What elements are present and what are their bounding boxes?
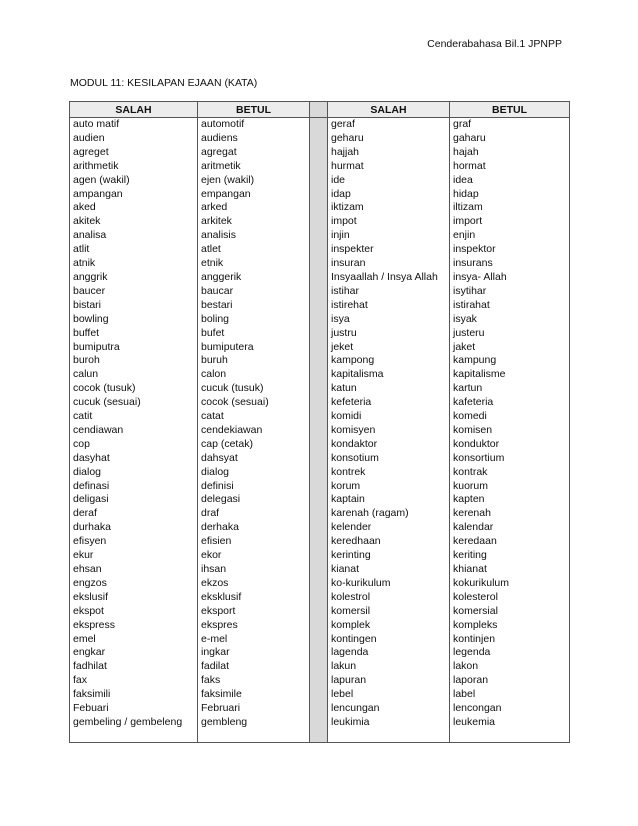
table-row <box>70 702 570 716</box>
separator-cell <box>310 410 328 424</box>
salah-cell: audien <box>70 132 198 146</box>
separator-cell <box>310 215 328 229</box>
salah-cell: ide <box>328 174 450 188</box>
salah-cell: cendiawan <box>70 424 198 438</box>
table-row <box>70 160 570 174</box>
salah-cell: komplek <box>328 619 450 633</box>
table-row <box>70 466 570 480</box>
salah-cell: komersil <box>328 605 450 619</box>
salah-cell: istihar <box>328 285 450 299</box>
salah-cell: baucer <box>70 285 198 299</box>
salah-cell: fadhilat <box>70 660 198 674</box>
salah-cell: dasyhat <box>70 452 198 466</box>
betul-cell: draf <box>198 507 310 521</box>
betul-cell: analisis <box>198 229 310 243</box>
betul-cell: kuorum <box>450 480 570 494</box>
salah-cell: emel <box>70 633 198 647</box>
salah-cell: isya <box>328 313 450 327</box>
salah-cell: deligasi <box>70 493 198 507</box>
table-row <box>70 327 570 341</box>
salah-cell: efisyen <box>70 535 198 549</box>
salah-cell: justru <box>328 327 450 341</box>
column-separator <box>310 102 328 118</box>
salah-cell: kelender <box>328 521 450 535</box>
betul-cell: arkitek <box>198 215 310 229</box>
salah-cell: akitek <box>70 215 198 229</box>
table-row <box>70 619 570 633</box>
betul-cell: jaket <box>450 341 570 355</box>
betul-cell: hidap <box>450 188 570 202</box>
salah-cell: cop <box>70 438 198 452</box>
table-row <box>70 438 570 452</box>
salah-cell: geharu <box>328 132 450 146</box>
salah-cell: arithmetik <box>70 160 198 174</box>
salah-cell: bowling <box>70 313 198 327</box>
separator-cell <box>310 688 328 702</box>
betul-cell: calon <box>198 368 310 382</box>
salah-cell: dialog <box>70 466 198 480</box>
betul-cell: kartun <box>450 382 570 396</box>
salah-cell: kontingen <box>328 633 450 647</box>
salah-cell: bistari <box>70 299 198 313</box>
salah-cell: engkar <box>70 646 198 660</box>
table-row <box>70 646 570 660</box>
betul-cell: label <box>450 688 570 702</box>
betul-cell: bestari <box>198 299 310 313</box>
betul-cell: insurans <box>450 257 570 271</box>
salah-cell: idap <box>328 188 450 202</box>
separator-cell <box>310 424 328 438</box>
salah-cell: jeket <box>328 341 450 355</box>
betul-cell: baucar <box>198 285 310 299</box>
salah-cell: engzos <box>70 577 198 591</box>
betul-cell: kokurikulum <box>450 577 570 591</box>
salah-cell: korum <box>328 480 450 494</box>
salah-cell: katun <box>328 382 450 396</box>
salah-cell: cocok (tusuk) <box>70 382 198 396</box>
separator-cell <box>310 382 328 396</box>
salah-cell: impot <box>328 215 450 229</box>
table-row <box>70 507 570 521</box>
table-row <box>70 132 570 146</box>
salah-cell: kondaktor <box>328 438 450 452</box>
betul-cell: kolesterol <box>450 591 570 605</box>
salah-cell: hurmat <box>328 160 450 174</box>
betul-cell: ekzos <box>198 577 310 591</box>
table-row <box>70 688 570 702</box>
table-row <box>70 660 570 674</box>
page-header: Cenderabahasa Bil.1 JPNPP <box>427 38 562 50</box>
betul-cell: kafeteria <box>450 396 570 410</box>
betul-cell: khianat <box>450 563 570 577</box>
betul-cell: eksport <box>198 605 310 619</box>
betul-cell: ekor <box>198 549 310 563</box>
table-row <box>70 674 570 688</box>
salah-cell: atnik <box>70 257 198 271</box>
betul-cell: faksimile <box>198 688 310 702</box>
betul-cell: inspektor <box>450 243 570 257</box>
table-row <box>70 285 570 299</box>
separator-cell <box>310 341 328 355</box>
salah-cell: karenah (ragam) <box>328 507 450 521</box>
table-row <box>70 493 570 507</box>
betul-cell: graf <box>450 118 570 132</box>
table-row <box>70 299 570 313</box>
salah-cell: Insyaallah / Insya Allah <box>328 271 450 285</box>
table-row <box>70 243 570 257</box>
separator-cell <box>310 633 328 647</box>
betul-cell: efisien <box>198 535 310 549</box>
salah-cell: kaptain <box>328 493 450 507</box>
salah-cell: insuran <box>328 257 450 271</box>
salah-cell: kianat <box>328 563 450 577</box>
salah-cell: leukimia <box>328 716 450 743</box>
table-row <box>70 118 570 132</box>
salah-cell: buffet <box>70 327 198 341</box>
salah-cell: analisa <box>70 229 198 243</box>
separator-cell <box>310 521 328 535</box>
separator-cell <box>310 716 328 743</box>
header-betul-right: BETUL <box>450 102 570 118</box>
betul-cell: kontrak <box>450 466 570 480</box>
salah-cell: deraf <box>70 507 198 521</box>
table-header-row <box>70 102 570 118</box>
betul-cell: kapten <box>450 493 570 507</box>
salah-cell: agreget <box>70 146 198 160</box>
salah-cell: faksimili <box>70 688 198 702</box>
betul-cell: eksklusif <box>198 591 310 605</box>
betul-cell: istirahat <box>450 299 570 313</box>
salah-cell: kontrek <box>328 466 450 480</box>
betul-cell: keriting <box>450 549 570 563</box>
salah-cell: ehsan <box>70 563 198 577</box>
betul-cell: cocok (sesuai) <box>198 396 310 410</box>
separator-cell <box>310 702 328 716</box>
separator-cell <box>310 271 328 285</box>
separator-cell <box>310 368 328 382</box>
table-row <box>70 257 570 271</box>
separator-cell <box>310 452 328 466</box>
salah-cell: ekslusif <box>70 591 198 605</box>
betul-cell: kontinjen <box>450 633 570 647</box>
betul-cell: ingkar <box>198 646 310 660</box>
betul-cell: boling <box>198 313 310 327</box>
betul-cell: buruh <box>198 354 310 368</box>
separator-cell <box>310 619 328 633</box>
salah-cell: lebel <box>328 688 450 702</box>
salah-cell: atlit <box>70 243 198 257</box>
table-row <box>70 633 570 647</box>
table-row <box>70 535 570 549</box>
betul-cell: cap (cetak) <box>198 438 310 452</box>
salah-cell: Febuari <box>70 702 198 716</box>
betul-cell: dialog <box>198 466 310 480</box>
salah-cell: konsotium <box>328 452 450 466</box>
betul-cell: definisi <box>198 480 310 494</box>
separator-cell <box>310 243 328 257</box>
betul-cell: ihsan <box>198 563 310 577</box>
table-row <box>70 341 570 355</box>
betul-cell: insya- Allah <box>450 271 570 285</box>
betul-cell: gembleng <box>198 716 310 743</box>
salah-cell: kampong <box>328 354 450 368</box>
salah-cell: definasi <box>70 480 198 494</box>
separator-cell <box>310 313 328 327</box>
separator-cell <box>310 285 328 299</box>
table-row <box>70 271 570 285</box>
table-row <box>70 146 570 160</box>
salah-cell: cucuk (sesuai) <box>70 396 198 410</box>
table-row <box>70 480 570 494</box>
salah-cell: ko-kurikulum <box>328 577 450 591</box>
betul-cell: lakon <box>450 660 570 674</box>
betul-cell: isyak <box>450 313 570 327</box>
betul-cell: konduktor <box>450 438 570 452</box>
salah-cell: catit <box>70 410 198 424</box>
betul-cell: faks <box>198 674 310 688</box>
betul-cell: lencongan <box>450 702 570 716</box>
betul-cell: komisen <box>450 424 570 438</box>
separator-cell <box>310 438 328 452</box>
separator-cell <box>310 591 328 605</box>
betul-cell: arked <box>198 201 310 215</box>
betul-cell: komedi <box>450 410 570 424</box>
separator-cell <box>310 188 328 202</box>
separator-cell <box>310 327 328 341</box>
separator-cell <box>310 174 328 188</box>
salah-cell: istirehat <box>328 299 450 313</box>
salah-cell: aked <box>70 201 198 215</box>
table-row <box>70 424 570 438</box>
header-betul-left: BETUL <box>198 102 310 118</box>
salah-cell: kapitalisma <box>328 368 450 382</box>
betul-cell: import <box>450 215 570 229</box>
separator-cell <box>310 201 328 215</box>
salah-cell: agen (wakil) <box>70 174 198 188</box>
separator-cell <box>310 132 328 146</box>
salah-cell: kolestrol <box>328 591 450 605</box>
table-row <box>70 521 570 535</box>
separator-cell <box>310 480 328 494</box>
salah-cell: hajjah <box>328 146 450 160</box>
betul-cell: kapitalisme <box>450 368 570 382</box>
table-row <box>70 591 570 605</box>
spelling-table <box>69 101 570 743</box>
salah-cell: ekur <box>70 549 198 563</box>
salah-cell: inspekter <box>328 243 450 257</box>
salah-cell: lapuran <box>328 674 450 688</box>
betul-cell: kompleks <box>450 619 570 633</box>
separator-cell <box>310 493 328 507</box>
betul-cell: isytihar <box>450 285 570 299</box>
table-row <box>70 215 570 229</box>
betul-cell: kerenah <box>450 507 570 521</box>
salah-cell: komisyen <box>328 424 450 438</box>
salah-cell: buroh <box>70 354 198 368</box>
betul-cell: idea <box>450 174 570 188</box>
separator-cell <box>310 160 328 174</box>
salah-cell: gembeling / gembeleng <box>70 716 198 743</box>
salah-cell: fax <box>70 674 198 688</box>
betul-cell: hajah <box>450 146 570 160</box>
betul-cell: etnik <box>198 257 310 271</box>
table-row <box>70 410 570 424</box>
salah-cell: injin <box>328 229 450 243</box>
separator-cell <box>310 118 328 132</box>
separator-cell <box>310 146 328 160</box>
salah-cell: durhaka <box>70 521 198 535</box>
betul-cell: catat <box>198 410 310 424</box>
salah-cell: anggrik <box>70 271 198 285</box>
betul-cell: Februari <box>198 702 310 716</box>
separator-cell <box>310 535 328 549</box>
table-row <box>70 368 570 382</box>
table-row <box>70 605 570 619</box>
betul-cell: legenda <box>450 646 570 660</box>
separator-cell <box>310 563 328 577</box>
salah-cell: ekspress <box>70 619 198 633</box>
table-row <box>70 354 570 368</box>
salah-cell: kefeteria <box>328 396 450 410</box>
betul-cell: hormat <box>450 160 570 174</box>
betul-cell: enjin <box>450 229 570 243</box>
betul-cell: cucuk (tusuk) <box>198 382 310 396</box>
betul-cell: derhaka <box>198 521 310 535</box>
betul-cell: anggerik <box>198 271 310 285</box>
table-row <box>70 452 570 466</box>
separator-cell <box>310 299 328 313</box>
salah-cell: calun <box>70 368 198 382</box>
betul-cell: audiens <box>198 132 310 146</box>
separator-cell <box>310 466 328 480</box>
table-row <box>70 188 570 202</box>
header-salah-right: SALAH <box>328 102 450 118</box>
betul-cell: atlet <box>198 243 310 257</box>
betul-cell: e-mel <box>198 633 310 647</box>
table-row <box>70 549 570 563</box>
separator-cell <box>310 605 328 619</box>
table-row <box>70 382 570 396</box>
betul-cell: aritmetik <box>198 160 310 174</box>
table-row <box>70 174 570 188</box>
betul-cell: laporan <box>450 674 570 688</box>
table-row <box>70 563 570 577</box>
table-row <box>70 201 570 215</box>
betul-cell: justeru <box>450 327 570 341</box>
separator-cell <box>310 660 328 674</box>
salah-cell: geraf <box>328 118 450 132</box>
betul-cell: ejen (wakil) <box>198 174 310 188</box>
salah-cell: iktizam <box>328 201 450 215</box>
salah-cell: ekspot <box>70 605 198 619</box>
betul-cell: keredaan <box>450 535 570 549</box>
header-salah-left: SALAH <box>70 102 198 118</box>
betul-cell: konsortium <box>450 452 570 466</box>
betul-cell: kalendar <box>450 521 570 535</box>
separator-cell <box>310 354 328 368</box>
betul-cell: dahsyat <box>198 452 310 466</box>
separator-cell <box>310 229 328 243</box>
betul-cell: fadilat <box>198 660 310 674</box>
separator-cell <box>310 646 328 660</box>
betul-cell: cendekiawan <box>198 424 310 438</box>
betul-cell: agregat <box>198 146 310 160</box>
betul-cell: automotif <box>198 118 310 132</box>
separator-cell <box>310 549 328 563</box>
salah-cell: bumiputra <box>70 341 198 355</box>
betul-cell: bufet <box>198 327 310 341</box>
salah-cell: auto matif <box>70 118 198 132</box>
salah-cell: kerinting <box>328 549 450 563</box>
salah-cell: komidi <box>328 410 450 424</box>
table-row <box>70 229 570 243</box>
separator-cell <box>310 507 328 521</box>
salah-cell: lencungan <box>328 702 450 716</box>
betul-cell: komersial <box>450 605 570 619</box>
separator-cell <box>310 396 328 410</box>
betul-cell: kampung <box>450 354 570 368</box>
betul-cell: iltizam <box>450 201 570 215</box>
table-row <box>70 577 570 591</box>
salah-cell: lagenda <box>328 646 450 660</box>
betul-cell: empangan <box>198 188 310 202</box>
table-row <box>70 716 570 743</box>
salah-cell: keredhaan <box>328 535 450 549</box>
betul-cell: gaharu <box>450 132 570 146</box>
betul-cell: delegasi <box>198 493 310 507</box>
separator-cell <box>310 257 328 271</box>
separator-cell <box>310 674 328 688</box>
betul-cell: ekspres <box>198 619 310 633</box>
salah-cell: ampangan <box>70 188 198 202</box>
betul-cell: bumiputera <box>198 341 310 355</box>
table-row <box>70 396 570 410</box>
separator-cell <box>310 577 328 591</box>
salah-cell: lakun <box>328 660 450 674</box>
module-title: MODUL 11: KESILAPAN EJAAN (KATA) <box>70 77 258 89</box>
table-row <box>70 313 570 327</box>
betul-cell: leukemia <box>450 716 570 743</box>
